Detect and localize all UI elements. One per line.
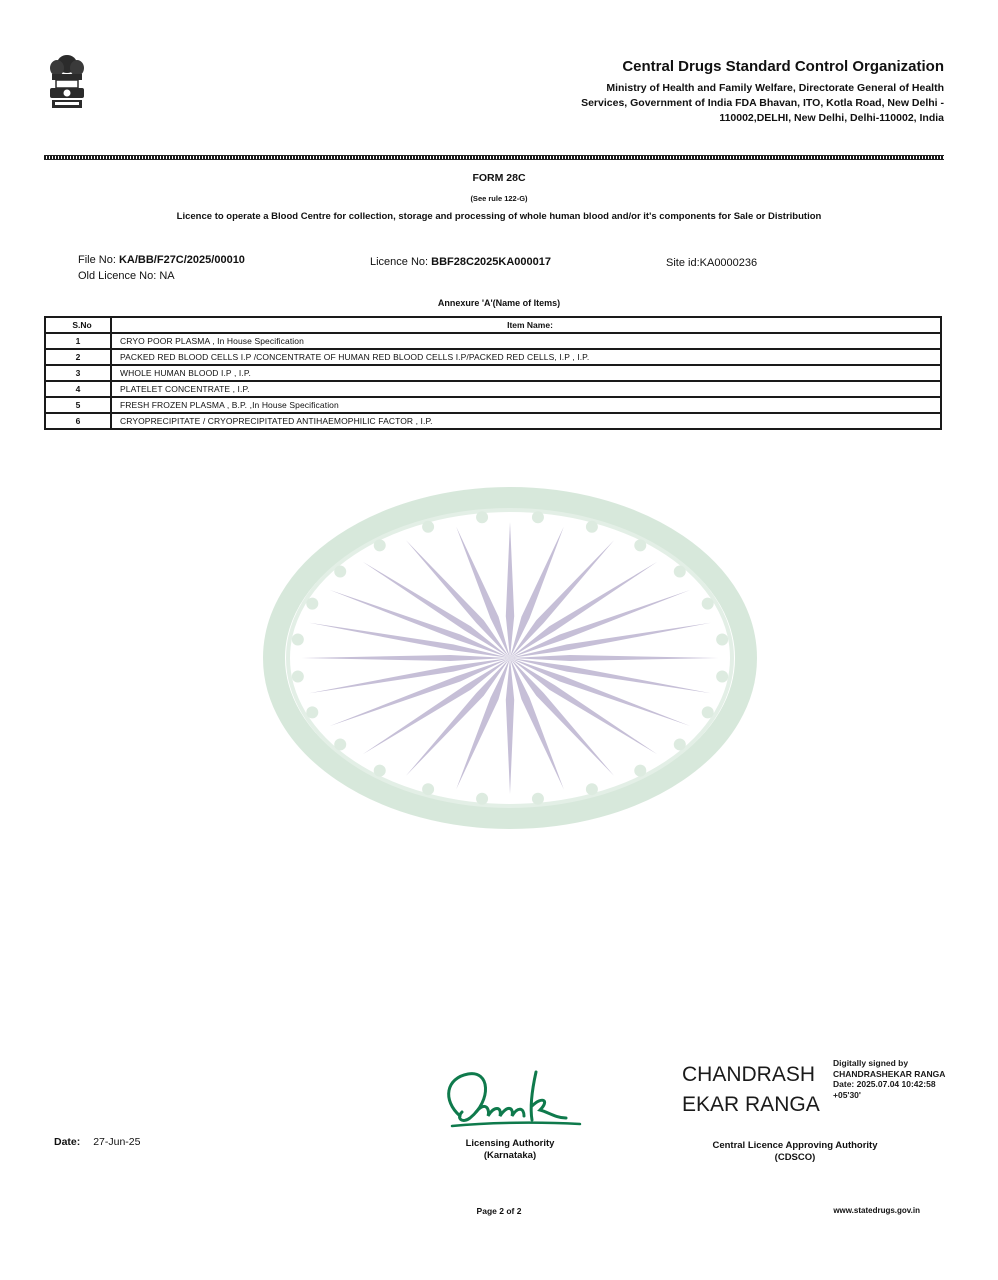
site-id-value: KA0000236 (699, 257, 758, 269)
dig-sign-line: Date: 2025.07.04 10:42:58 (833, 1079, 936, 1089)
file-number (78, 254, 245, 266)
chakra-bead (716, 633, 728, 645)
header-divider (44, 155, 944, 160)
chakra-bead (334, 566, 346, 578)
licence-number-value: BBF28C2025KA000017 (431, 256, 552, 268)
chakra-spoke (506, 522, 514, 658)
table-header-row (45, 317, 941, 333)
site-id (666, 257, 757, 269)
chakra-bead (674, 566, 686, 578)
org-address-line: 110002,DELHI, New Delhi, Delhi-110002, India (719, 112, 944, 124)
table-row (45, 381, 941, 397)
chakra-bead (634, 539, 646, 551)
chakra-bead (292, 671, 304, 683)
state-emblem-icon (44, 50, 90, 112)
licensing-authority-region: (Karnataka) (483, 1150, 537, 1161)
dig-sign-line: +05'30' (833, 1089, 861, 1100)
chakra-group (274, 498, 746, 818)
row-item: PACKED RED BLOOD CELLS I.P /CONCENTRATE OF HUMAN RED BLOOD CELLS I.P/PACKED RED CELLS, I.P , I.P. (111, 349, 941, 365)
row-item: CRYOPRECIPITATE / CRYOPRECIPITATED ANTIHAEMOPHILIC FACTOR , I.P. (111, 413, 941, 429)
issue-date-label: Date: (54, 1136, 81, 1148)
chakra-spoke (309, 658, 510, 693)
chakra-spoke (510, 658, 711, 693)
chakra-bead (334, 738, 346, 750)
issue-date (54, 1136, 140, 1148)
chakra-bead (634, 765, 646, 777)
org-address-line: Ministry of Health and Family Welfare, Directorate General of Health (606, 82, 944, 94)
page-number: Page 2 of 2 (476, 1206, 522, 1216)
website-link: www.statedrugs.gov.in (833, 1206, 920, 1215)
table-row (45, 413, 941, 429)
central-authority-title: Central Licence Approving Authority (712, 1140, 878, 1151)
table-row (45, 333, 941, 349)
chakra-spoke (302, 655, 510, 661)
dig-sign-line: Digitally signed by (833, 1058, 909, 1068)
column-header-sno: S.No (45, 317, 111, 333)
row-item: WHOLE HUMAN BLOOD I.P , I.P. (111, 365, 941, 381)
chakra-bead (674, 738, 686, 750)
old-licence-value: NA (159, 270, 175, 282)
row-item: CRYO POOR PLASMA , In House Specification (111, 333, 941, 349)
file-number-label: File No: (78, 254, 116, 266)
form-title: FORM 28C (472, 172, 526, 184)
chakra-bead (476, 511, 488, 523)
central-licence-authority (680, 1140, 910, 1164)
old-licence-label: Old Licence No: (78, 270, 157, 282)
chakra-bead (702, 598, 714, 610)
chakra-spoke (309, 623, 510, 658)
row-item: PLATELET CONCENTRATE , I.P. (111, 381, 941, 397)
site-id-label: Site id: (666, 257, 700, 269)
table-row (45, 397, 941, 413)
row-sno: 1 (45, 333, 111, 349)
org-address-line: Services, Government of India FDA Bhavan, ITO, Kotla Road, New Delhi - (581, 97, 944, 109)
chakra-spoke (510, 623, 711, 658)
annexure-title: Annexure 'A'(Name of Items) (437, 298, 561, 308)
column-header-item: Item Name: (111, 317, 941, 333)
table-row (45, 365, 941, 381)
chakra-spoke (506, 658, 514, 794)
signer-name-line: EKAR RANGA (682, 1093, 820, 1116)
licence-number (370, 256, 551, 268)
organization-header (424, 58, 944, 126)
chakra-bead (306, 706, 318, 718)
signer-name-line: CHANDRASH (682, 1063, 816, 1086)
signature-icon (432, 1060, 592, 1138)
chakra-bead (716, 671, 728, 683)
row-sno: 3 (45, 365, 111, 381)
row-sno: 2 (45, 349, 111, 365)
chakra-bead (532, 511, 544, 523)
row-sno: 6 (45, 413, 111, 429)
issue-date-value: 27-Jun-25 (93, 1136, 141, 1148)
dig-sign-line: CHANDRASHEKAR RANGA (833, 1068, 946, 1079)
chakra-bead (586, 783, 598, 795)
row-sno: 4 (45, 381, 111, 397)
ashoka-chakra-icon (262, 486, 758, 830)
licensing-authority (420, 1138, 600, 1162)
digital-signer-name (682, 1060, 820, 1120)
chakra-bead (702, 706, 714, 718)
org-title: Central Drugs Standard Control Organization (622, 58, 944, 75)
file-number-value: KA/BB/F27C/2025/00010 (118, 254, 245, 266)
chakra-bead (422, 521, 434, 533)
chakra-bead (422, 783, 434, 795)
chakra-bead (374, 765, 386, 777)
chakra-bead (476, 793, 488, 805)
form-rule-reference: (See rule 122-G) (470, 194, 528, 203)
row-item: FRESH FROZEN PLASMA , B.P. ,In House Specification (111, 397, 941, 413)
central-authority-org: (CDSCO) (774, 1152, 816, 1163)
chakra-bead (374, 539, 386, 551)
chakra-spoke (510, 655, 718, 661)
row-sno: 5 (45, 397, 111, 413)
digital-signature-details (833, 1058, 945, 1100)
table-row (45, 349, 941, 365)
chakra-bead (306, 598, 318, 610)
items-table (44, 316, 942, 430)
chakra-bead (532, 793, 544, 805)
chakra-bead (292, 633, 304, 645)
licensing-authority-title: Licensing Authority (465, 1138, 555, 1149)
old-licence-number (78, 270, 175, 282)
licence-number-label: Licence No: (370, 256, 429, 268)
form-description: Licence to operate a Blood Centre for collection, storage and processing of whole human blood and/or it's components for Sale or Distribution (176, 211, 822, 222)
chakra-bead (586, 521, 598, 533)
org-address (424, 81, 944, 126)
